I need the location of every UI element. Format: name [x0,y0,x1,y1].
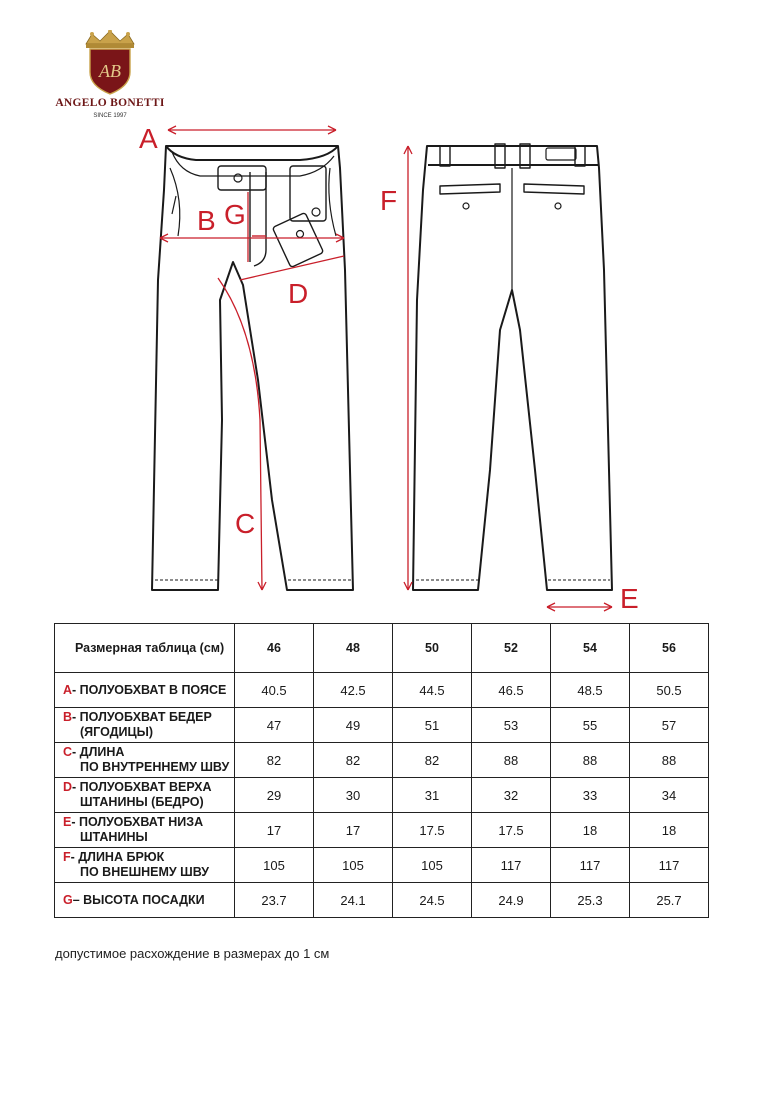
row-letter: B [63,710,73,724]
row-label-line1: - ПОЛУОБХВАТ НИЗА [71,815,204,829]
table-cell: 55 [551,708,630,743]
row-label-line2: ПО ВНУТРЕННЕМУ ШВУ [80,760,230,774]
table-row [55,743,709,778]
table-cell: 29 [235,778,314,813]
row-letter: G [63,892,73,907]
brand-since: SINCE 1997 [93,113,127,119]
brand-name: ANGELO BONETTI [55,97,165,109]
table-header-row [55,624,709,673]
size-header: 48 [314,624,393,673]
table-cell: 17.5 [472,813,551,848]
table-cell: 117 [551,848,630,883]
table-row [55,673,709,708]
table-row [55,708,709,743]
label-f: F [380,185,398,216]
row-label-line2: ПО ВНЕШНЕМУ ШВУ [80,865,210,879]
table-cell: 17 [235,813,314,848]
table-cell: 47 [235,708,314,743]
table-cell: 48.5 [551,673,630,708]
table-cell: 31 [393,778,472,813]
table-cell: 57 [630,708,709,743]
row-label-line1: - ПОЛУОБХВАТ ВЕРХА [72,780,212,794]
size-header: 54 [551,624,630,673]
table-cell: 117 [630,848,709,883]
table-cell: 24.5 [393,883,472,918]
table-cell: 30 [314,778,393,813]
label-e: E [620,583,639,614]
row-letter: A [63,682,73,697]
row-label [55,848,235,883]
table-cell: 53 [472,708,551,743]
row-label [55,708,235,743]
table-cell: 23.7 [235,883,314,918]
table-cell: 40.5 [235,673,314,708]
table-cell: 46.5 [472,673,551,708]
measure-line-c [218,278,262,590]
table-cell: 105 [393,848,472,883]
table-cell: 17.5 [393,813,472,848]
table-cell: 33 [551,778,630,813]
table-cell: 32 [472,778,551,813]
size-header: 50 [393,624,472,673]
row-letter: E [63,815,72,829]
svg-text:AB: AB [99,61,121,81]
size-header: 52 [472,624,551,673]
row-label-line2: ШТАНИНЫ (БЕДРО) [80,795,204,809]
table-row [55,883,709,918]
table-row [55,848,709,883]
row-letter: D [63,780,73,794]
row-label-line1: - ПОЛУОБХВАТ В ПОЯСЕ [72,682,227,697]
table-cell: 105 [235,848,314,883]
table-cell: 24.1 [314,883,393,918]
table-cell: 117 [472,848,551,883]
table-cell: 44.5 [393,673,472,708]
row-label-line1: - ПОЛУОБХВАТ БЕДЕР [72,710,212,724]
table-cell: 88 [472,743,551,778]
table-cell: 17 [314,813,393,848]
table-cell: 82 [314,743,393,778]
table-cell: 51 [393,708,472,743]
row-label-line1: - ДЛИНА [72,745,125,759]
table-cell: 34 [630,778,709,813]
table-cell: 25.7 [630,883,709,918]
row-label [55,673,235,708]
row-label [55,743,235,778]
row-letter: C [63,745,73,759]
label-c: C [235,508,256,539]
table-cell: 42.5 [314,673,393,708]
table-title: Размерная таблица (см) [55,624,235,673]
table-row [55,778,709,813]
row-label-line2: ШТАНИНЫ [80,830,148,844]
table-cell: 82 [235,743,314,778]
table-cell: 50.5 [630,673,709,708]
row-label-line1: – ВЫСОТА ПОСАДКИ [72,892,205,907]
label-g: G [224,199,246,230]
row-label [55,883,235,918]
table-cell: 25.3 [551,883,630,918]
table-cell: 105 [314,848,393,883]
size-header: 46 [235,624,314,673]
row-letter: F [63,850,71,864]
label-b: B [197,205,216,236]
table-cell: 49 [314,708,393,743]
label-a: A [139,123,158,154]
row-label [55,813,235,848]
size-header: 56 [630,624,709,673]
row-label-line1: - ДЛИНА БРЮК [70,850,165,864]
table-cell: 88 [551,743,630,778]
tolerance-note: допустимое расхождение в размерах до 1 см [55,946,330,961]
row-label [55,778,235,813]
table-cell: 18 [551,813,630,848]
row-label-line2: (ЯГОДИЦЫ) [80,725,154,739]
table-cell: 88 [630,743,709,778]
label-d: D [288,278,309,309]
table-cell: 82 [393,743,472,778]
measure-line-d [240,256,344,280]
table-cell: 24.9 [472,883,551,918]
size-table [54,623,709,918]
table-cell: 18 [630,813,709,848]
table-row [55,813,709,848]
